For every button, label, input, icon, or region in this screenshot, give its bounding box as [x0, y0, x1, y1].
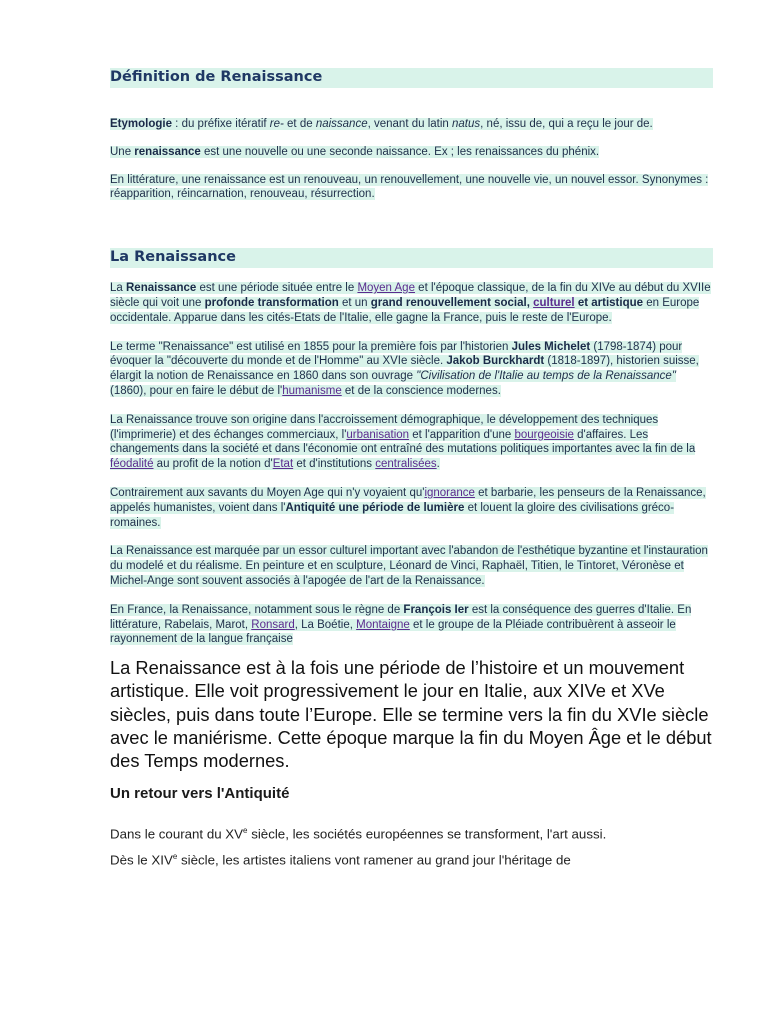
link-ronsard[interactable]: Ronsard: [251, 618, 295, 631]
art-paragraph: La Renaissance est marquée par un essor culturel important avec l'abandon de l'esthétique byzantine et l'instauration du modelé et du réalisme. En peinture et en sculpture, Léonard de Vinci, Raphaël, Titien, le Tintoret, Véronèse et Michel-Ange sont souvent associés à l'apogée de l'art de la Renaissance.: [110, 545, 708, 587]
period-paragraph: La Renaissance est une période située entre le Moyen Age et l'époque classique, de la fin du XIVe au début du XVIIe siècle qui voit une profonde transformation et un grand renouvellement social, culturel et artistique en Europe occidentale. Apparue dans les cités-Etats de l'Italie, elle gagne la France, puis le reste de l'Europe.: [110, 282, 711, 324]
link-urbanisation[interactable]: urbanisation: [346, 428, 410, 441]
humanists-paragraph: Contrairement aux savants du Moyen Age qui n'y voyaient qu'ignorance et barbarie, les penseurs de la Renaissance, appelés humanistes, voient dans l'Antiquité une période de lumière et louent la gloire des civilisations gréco-romaines.: [110, 486, 706, 529]
link-centralisees[interactable]: centralisées: [375, 458, 437, 471]
antiquity-line-2: Dès le XIVe siècle, les artistes italiens vont ramener au grand jour l'héritage de: [110, 852, 571, 868]
antiquity-line-1: Dans le courant du XVe siècle, les sociétés européennes se transforment, l'art aussi.: [110, 825, 607, 842]
etymology-label: Etymologie: [110, 118, 172, 130]
link-bourgeoisie[interactable]: bourgeoisie: [514, 428, 574, 441]
link-humanisme[interactable]: humanisme: [282, 384, 342, 397]
section-heading-la-renaissance: La Renaissance: [110, 248, 713, 268]
definition-block: [110, 117, 713, 202]
section-heading-definition: Définition de Renaissance: [110, 68, 713, 88]
literature-paragraph: En littérature, une renaissance est un renouveau, un renouvellement, une nouvelle vie, un nouvel essor. Synonymes : réapparition, réincarnation, renouveau, résurrection.: [110, 173, 709, 201]
link-montaigne[interactable]: Montaigne: [356, 618, 410, 631]
etymology-paragraph: Etymologie : du préfixe itératif re- et de naissance, venant du latin natus, né, issu de, qui a reçu le jour de.: [110, 118, 653, 130]
document-page: [110, 68, 713, 871]
term-paragraph: Le terme "Renaissance" est utilisé en 1855 pour la première fois par l'historien Jules Michelet (1798-1874) pour évoquer la "découverte du monde et de l'Homme" au XVIe siècle. Jakob Burckhardt (1818-1897), historien suisse, élargit la notion de Renaissance en 1860 dans son ouvrage "Civilisation de l'Italie au temps de la Renaissance" (1860), pour en faire le début de l'humanisme et de la conscience modernes.: [110, 340, 699, 397]
renaissance-meaning-paragraph: Une renaissance est une nouvelle ou une seconde naissance. Ex ; les renaissances du phénix.: [110, 145, 600, 158]
renaissance-block: [110, 281, 713, 647]
link-etat[interactable]: Etat: [272, 458, 294, 471]
france-paragraph: En France, la Renaissance, notamment sous le règne de François Ier est la conséquence des guerres d'Italie. En littérature, Rabelais, Marot, Ronsard, La Boétie, Montaigne et le groupe de la Pléiade contribuèrent à asseoir le rayonnement de la langue française: [110, 603, 692, 646]
origin-paragraph: La Renaissance trouve son origine dans l'accroissement démographique, le développement des techniques (l'imprimerie) et des échanges commerciaux, l'urbanisation et l'apparition d'une bourgeoisie d'affaires. Les changements dans la société et dans l'économie ont entraîné des mutations politiques importantes avec la fin de la féodalité au profit de la notion d'Etat et d'institutions centralisées.: [110, 413, 696, 471]
summary-paragraph: La Renaissance est à la fois une période de l’histoire et un mouvement artistique. Elle voit progressivement le jour en Italie, aux XIVe et XVe siècles, puis dans toute l’Europe. Elle se termine vers la fin du XVIe siècle avec le maniérisme. Cette époque marque la fin du Moyen Âge et le début des Temps modernes.: [110, 657, 712, 772]
link-feodalite[interactable]: féodalité: [110, 458, 154, 471]
link-culturel[interactable]: culturel: [533, 296, 575, 309]
section-heading-antiquite: Un retour vers l'Antiquité: [110, 784, 290, 802]
link-ignorance[interactable]: ignorance: [424, 486, 475, 499]
link-moyen-age[interactable]: Moyen Age: [357, 282, 415, 295]
